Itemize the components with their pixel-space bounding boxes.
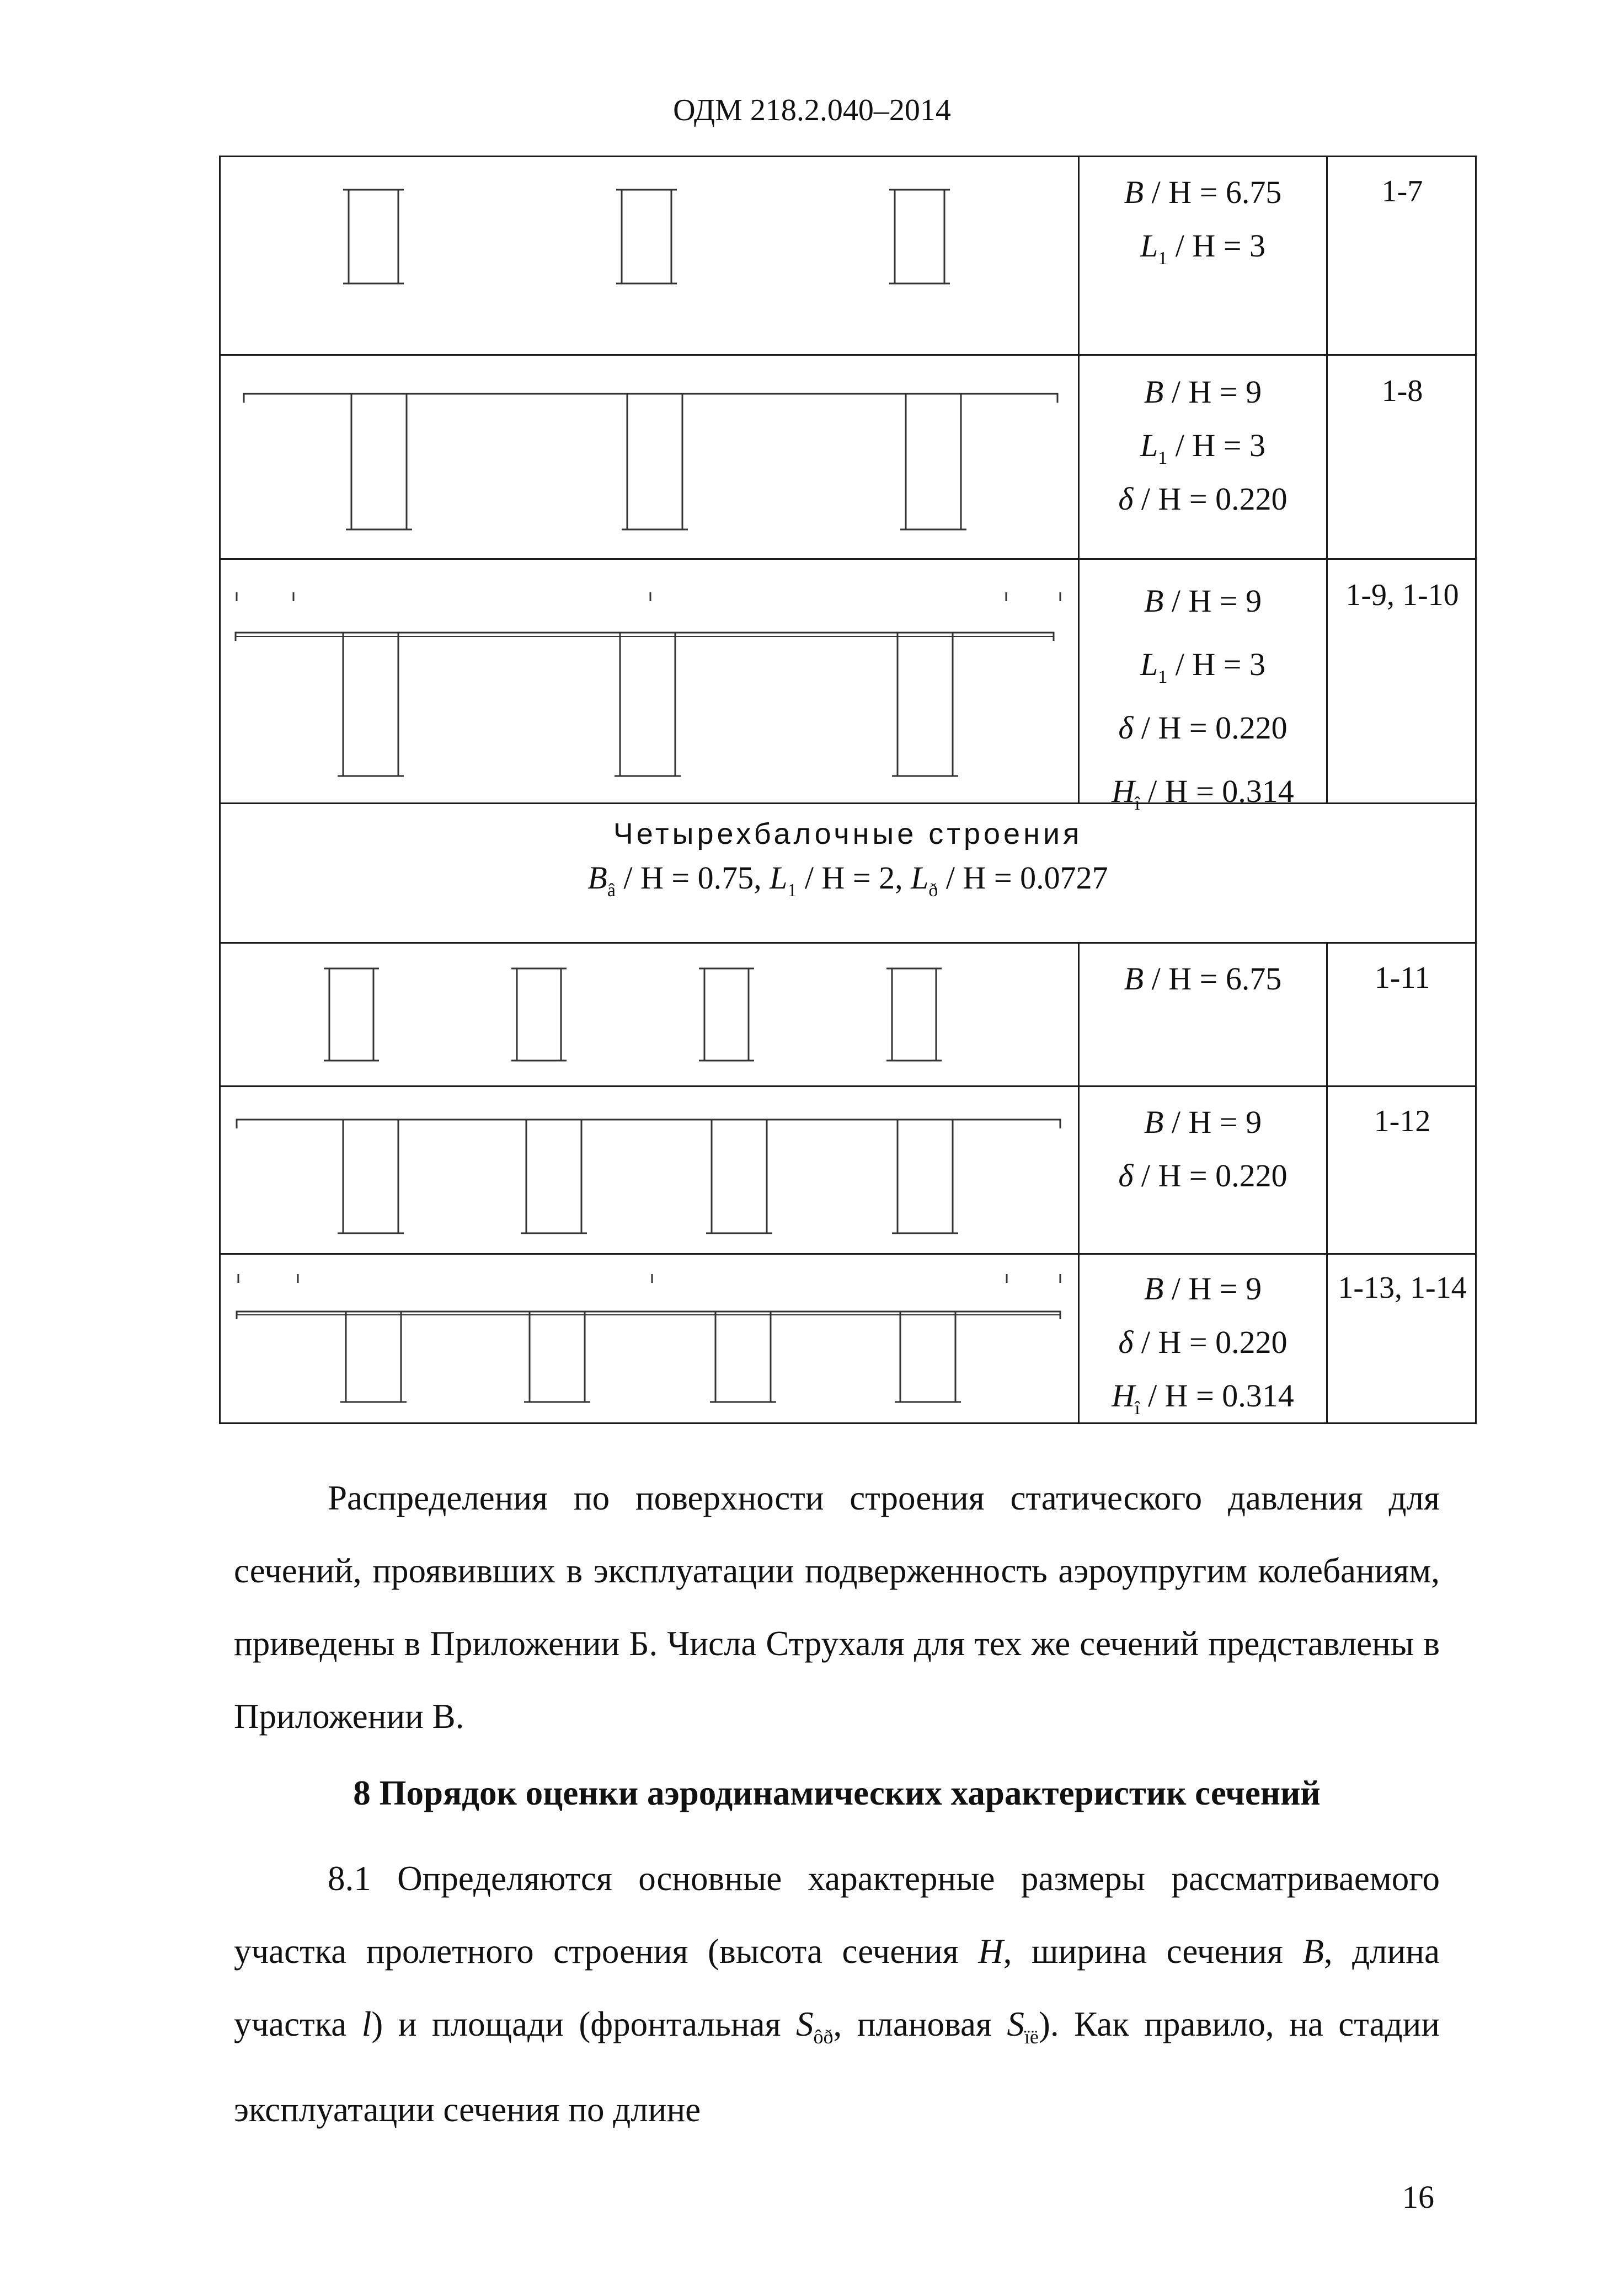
param-line: $H_î / H = 0.314$ — [1112, 1378, 1294, 1419]
section-diagram-three-boxes-deck — [230, 365, 1069, 547]
param-line: B / H = 6.75 — [1124, 961, 1282, 997]
table-rule — [1475, 156, 1477, 1424]
param-line: $L_1 / H = 3$ — [1140, 228, 1265, 269]
param-line: B / H = 9 — [1144, 374, 1262, 410]
figure-ref-row-4: 1-11 — [1374, 961, 1430, 995]
cross-section-table — [219, 156, 1477, 1435]
section-params-row-3 — [1080, 576, 1326, 829]
table-rule — [1326, 156, 1328, 804]
body-paragraph-8-1: 8.1 Определяются основные характерные размеры рассматриваемого участка пролетного строения (высота сечения H, ширина сечения B, длина участка l) и площади (фронтальная $S_{ôð}$, плановая $S_{ïë}$). Как правило, на стадии эксплуатации сечения по длине — [234, 1859, 1440, 2129]
section-diagram-three-boxes — [230, 167, 1069, 343]
section-params-row-2 — [1080, 372, 1326, 532]
section-heading: 8 Порядок оценки аэродинамических характеристик сечений — [353, 1774, 1321, 1812]
table-rule — [219, 1253, 1477, 1255]
section-params-row-1 — [1080, 172, 1326, 279]
section-params-row-4 — [1080, 959, 1326, 1012]
table-rule — [219, 942, 1477, 944]
param-line: δ / H = 0.220 — [1118, 1158, 1288, 1194]
table-rule — [219, 156, 1477, 157]
table-rule — [219, 156, 221, 1424]
param-line: B / H = 9 — [1144, 1271, 1262, 1307]
param-line: B / H = 9 — [1144, 583, 1262, 619]
param-line: B / H = 6.75 — [1124, 174, 1282, 210]
figure-ref-row-5: 1-12 — [1374, 1104, 1431, 1138]
figure-ref-row-6: 1-13, 1-14 — [1338, 1271, 1467, 1305]
document-code-header: ОДМ 218.2.040–2014 — [673, 93, 951, 127]
param-line: δ / H = 0.220 — [1118, 710, 1288, 746]
section-diagram-four-boxes-railings — [230, 1264, 1069, 1419]
param-line: $H_î / H = 0.314$ — [1112, 773, 1294, 814]
figure-ref-row-1: 1-7 — [1381, 174, 1423, 208]
param-line: B / H = 9 — [1144, 1104, 1262, 1140]
group-header-four-girder — [219, 812, 1477, 913]
table-rule — [219, 354, 1477, 356]
param-line: $L_1 / H = 3$ — [1140, 646, 1265, 687]
section-diagram-four-boxes — [230, 953, 1069, 1080]
group-title: Четырехбалочные строения — [613, 817, 1083, 850]
section-params-row-6 — [1080, 1269, 1326, 1429]
section-diagram-four-boxes-deck — [230, 1096, 1069, 1245]
table-rule — [219, 1085, 1477, 1087]
section-diagram-three-boxes-railings — [230, 569, 1069, 795]
group-formula: $B_â / H = 0.75$, $L_1 / H = 2$, $L_ð / H = 0.0727$ — [587, 860, 1108, 901]
page-number: 16 — [1402, 2179, 1434, 2215]
param-line: δ / H = 0.220 — [1118, 481, 1288, 517]
body-paragraph-pressure-distribution: Распределения по поверхности строения статического давления для сечений, проявивших в эксплуатации подверженность аэроупругим колебаниям, приведены в Приложении Б. Числа Струхаля для тех же сечений представлены в Приложении В. — [234, 1479, 1440, 1736]
table-rule — [1326, 942, 1328, 1424]
figure-ref-row-2: 1-8 — [1381, 374, 1423, 408]
table-rule — [219, 558, 1477, 560]
param-line: $L_1 / H = 3$ — [1140, 427, 1265, 468]
figure-ref-row-3: 1-9, 1-10 — [1345, 578, 1459, 612]
param-line: δ / H = 0.220 — [1118, 1324, 1288, 1360]
section-params-row-5 — [1080, 1102, 1326, 1209]
